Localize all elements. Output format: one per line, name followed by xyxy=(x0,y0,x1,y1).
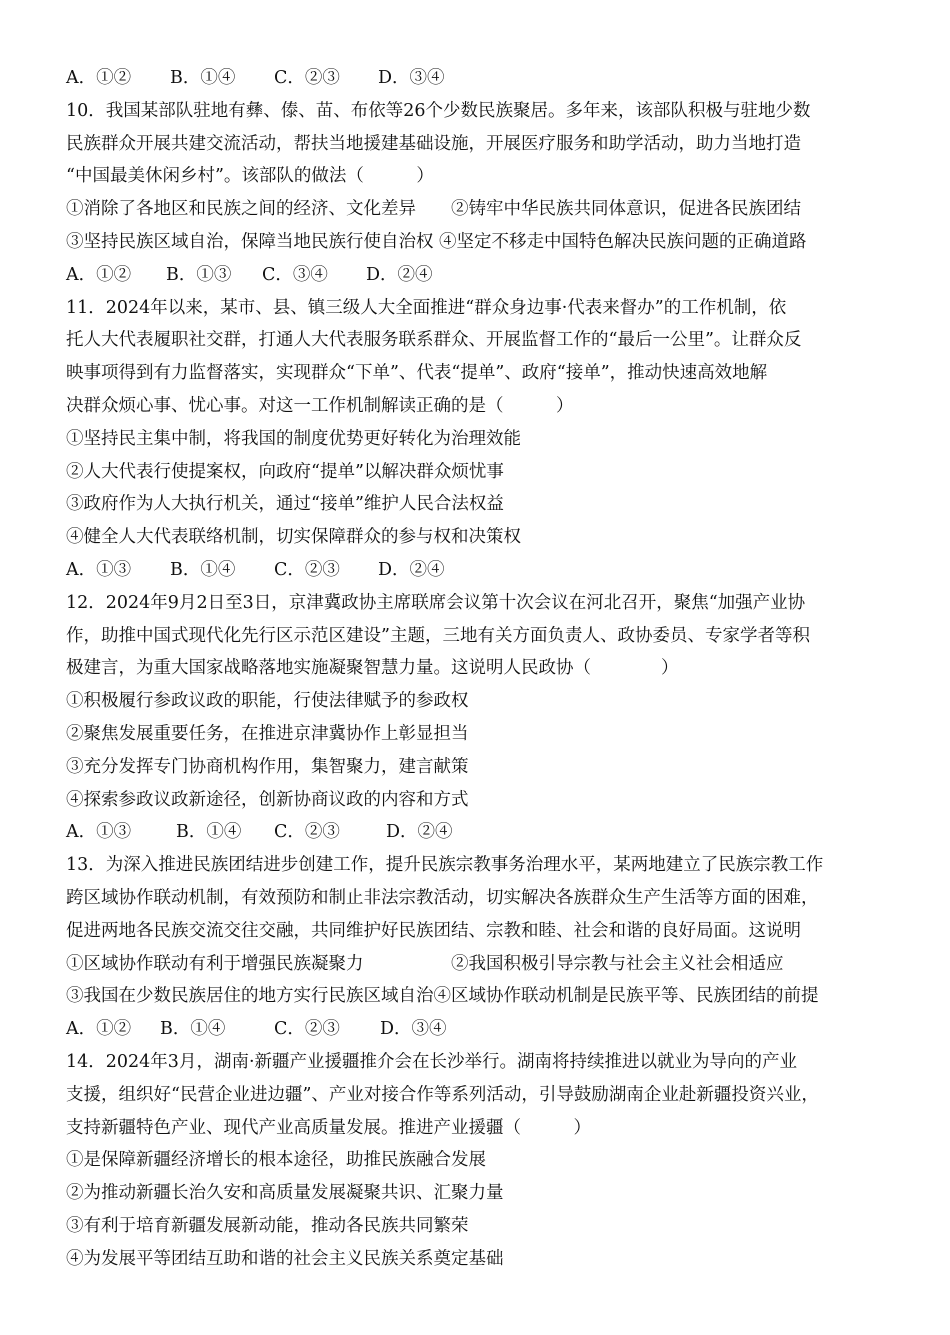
question-14-statement: ③有利于培育新疆发展新动能，推动各民族共同繁荣 xyxy=(66,1215,469,1236)
answer-options xyxy=(66,259,896,292)
option-a: A．①② xyxy=(66,68,132,88)
option-a: A．①③ xyxy=(66,822,132,843)
option-a: A．①③ xyxy=(66,559,132,580)
question-10-stem: “中国最美休闲乡村”。该部队的做法（ ） xyxy=(66,166,434,187)
question-13-statements: ①区域协作联动有利于增强民族凝聚力 ②我国积极引导宗教与社会主义社会相适应 xyxy=(66,953,784,974)
question-14-statement: ②为推动新疆长治久安和高质量发展凝聚共识、汇聚力量 xyxy=(66,1183,504,1204)
question-12-stem: 极建言，为重大国家战略落地实施凝聚智慧力量。这说明人民政协（ ） xyxy=(66,658,679,679)
question-11-statement: ①坚持民主集中制，将我国的制度优势更好转化为治理效能 xyxy=(66,428,521,449)
question-11-statement: ④健全人大代表联络机制，切实保障群众的参与权和决策权 xyxy=(66,527,521,548)
question-13-stem: 13．为深入推进民族团结进步创建工作，提升民族宗教事务治理水平，某两地建立了民族宗教工作 xyxy=(66,855,824,876)
option-b: B．①④ xyxy=(176,822,242,843)
question-13-stem: 促进两地各民族交流交往交融，共同维护好民族团结、宗教和睦、社会和谐的良好局面。这说明 xyxy=(66,920,801,941)
question-14-stem: 支持新疆特色产业、现代产业高质量发展。推进产业援疆（ ） xyxy=(66,1117,591,1138)
option-d: D．②④ xyxy=(366,264,433,285)
question-12-stem: 作，助推中国式现代化先行区示范区建设”主题，三地有关方面负责人、政协委员、专家学者等积 xyxy=(66,625,810,646)
answer-options xyxy=(66,816,896,849)
option-c: C．②③ xyxy=(274,68,340,88)
question-12-statement: ④探索参政议政新途径，创新协商议政的内容和方式 xyxy=(66,789,469,810)
question-14-stem: 14．2024年3月，湖南·新疆产业援疆推介会在长沙举行。湖南将持续推进以就业为导向的产业 xyxy=(66,1051,797,1072)
question-11-stem: 决群众烦心事、忧心事。对这一工作机制解读正确的是（ ） xyxy=(66,395,574,416)
question-11-stem: 托人大代表履职社交群，打通人大代表服务联系群众、开展监督工作的“最后一公里”。让群众反 xyxy=(66,330,802,351)
option-c: C．②③ xyxy=(274,1019,340,1040)
option-a: A．①② xyxy=(66,1019,132,1040)
option-b: B．①④ xyxy=(160,1019,226,1040)
question-13-stem: 跨区域协作联动机制，有效预防和制止非法宗教活动，切实解决各族群众生产生活等方面的困难， xyxy=(66,887,819,908)
question-10-stem: 民族群众开展共建交流活动，帮扶当地援建基础设施，开展医疗服务和助学活动，助力当地打造 xyxy=(66,133,801,154)
question-13-statements: ③我国在少数民族居住的地方实行民族区域自治④区域协作联动机制是民族平等、民族团结的前提 xyxy=(66,986,819,1007)
option-c: C．③④ xyxy=(262,264,328,285)
question-12-statement: ①积极履行参政议政的职能，行使法律赋予的参政权 xyxy=(66,691,469,712)
option-d: D．②④ xyxy=(378,559,445,580)
option-d: D．②④ xyxy=(386,822,453,843)
question-10-statements: ③坚持民族区域自治，保障当地民族行使自治权 ④坚定不移走中国特色解决民族问题的正确道路 xyxy=(66,231,807,252)
option-b: B．①④ xyxy=(170,559,236,580)
question-14-stem: 支援，组织好“民营企业进边疆”、产业对接合作等系列活动，引导鼓励湖南企业赴新疆投资兴业， xyxy=(66,1084,819,1105)
question-10-stem: 10．我国某部队驻地有彝、傣、苗、布依等26个少数民族聚居。多年来，该部队积极与驻地少数 xyxy=(66,100,811,121)
question-12-statement: ②聚焦发展重要任务，在推进京津冀协作上彰显担当 xyxy=(66,723,469,744)
question-11-statement: ③政府作为人大执行机关，通过“接单”维护人民合法权益 xyxy=(66,494,504,515)
question-12-stem: 12．2024年9月2日至3日，京津冀政协主席联席会议第十次会议在河北召开，聚焦“加强产业协 xyxy=(66,592,806,613)
question-10-statements: ①消除了各地区和民族之间的经济、文化差异 ②铸牢中华民族共同体意识，促进各民族团结 xyxy=(66,199,801,220)
option-c: C．②③ xyxy=(274,559,340,580)
question-11-stem: 11．2024年以来，某市、县、镇三级人大全面推进“群众身边事·代表来督办”的工作机制，依 xyxy=(66,297,787,318)
answer-options xyxy=(66,1013,896,1046)
answer-options xyxy=(66,554,896,587)
option-a: A．①② xyxy=(66,264,132,285)
question-14-statement: ④为发展平等团结互助和谐的社会主义民族关系奠定基础 xyxy=(66,1248,504,1269)
option-b: B．①③ xyxy=(166,264,232,285)
question-12-statement: ③充分发挥专门协商机构作用，集智聚力，建言献策 xyxy=(66,756,469,777)
option-c: C．②③ xyxy=(274,822,340,843)
question-14-statement: ①是保障新疆经济增长的根本途径，助推民族融合发展 xyxy=(66,1150,486,1171)
answer-options xyxy=(66,62,896,95)
option-d: D．③④ xyxy=(380,1019,447,1040)
option-d: D．③④ xyxy=(378,68,445,88)
document-page xyxy=(66,62,896,1275)
question-11-statement: ②人大代表行使提案权，向政府“提单”以解决群众烦忧事 xyxy=(66,461,504,482)
question-11-stem: 映事项得到有力监督落实，实现群众“下单”、代表“提单”、政府“接单”，推动快速高效地解 xyxy=(66,363,768,384)
option-b: B．①④ xyxy=(170,68,236,88)
